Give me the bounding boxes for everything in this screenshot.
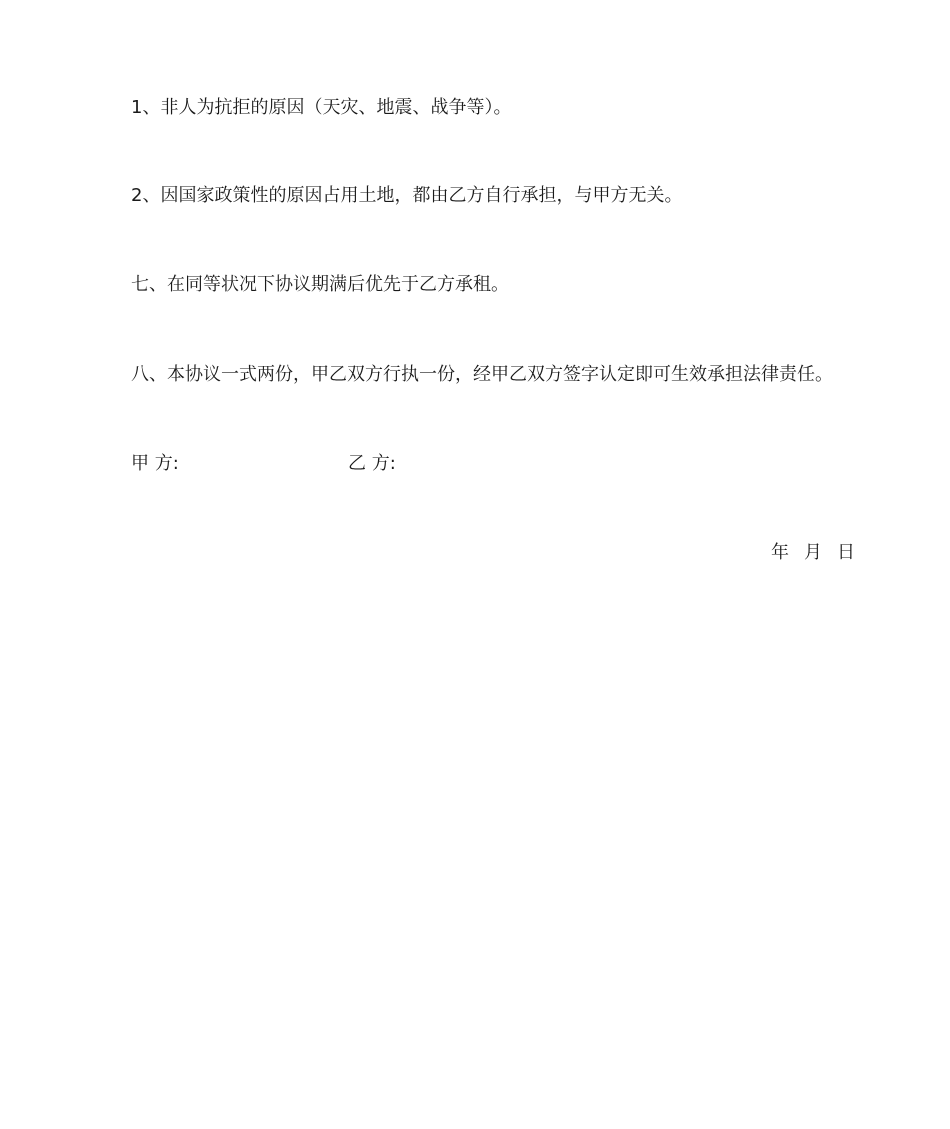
signing-date <box>771 541 855 565</box>
date-day-label: 日 <box>837 542 855 563</box>
date-month-label: 月 <box>804 542 822 563</box>
date-year-label: 年 <box>771 542 789 563</box>
party-a-signature-label: 甲 方: <box>131 453 179 474</box>
clause-copies-effect: 八、本协议一式两份，甲乙双方行执一份，经甲乙双方签字认定即可生效承担法律责任。 <box>131 364 833 385</box>
clause-priority-lease: 七、在同等状况下协议期满后优先于乙方承租。 <box>131 274 509 295</box>
party-b-signature-label: 乙 方: <box>348 453 396 474</box>
clause-force-majeure: 1、非人为抗拒的原因（天灾、地震、战争等）。 <box>131 97 512 118</box>
clause-policy-land: 2、因国家政策性的原因占用土地，都由乙方自行承担，与甲方无关。 <box>131 185 683 206</box>
